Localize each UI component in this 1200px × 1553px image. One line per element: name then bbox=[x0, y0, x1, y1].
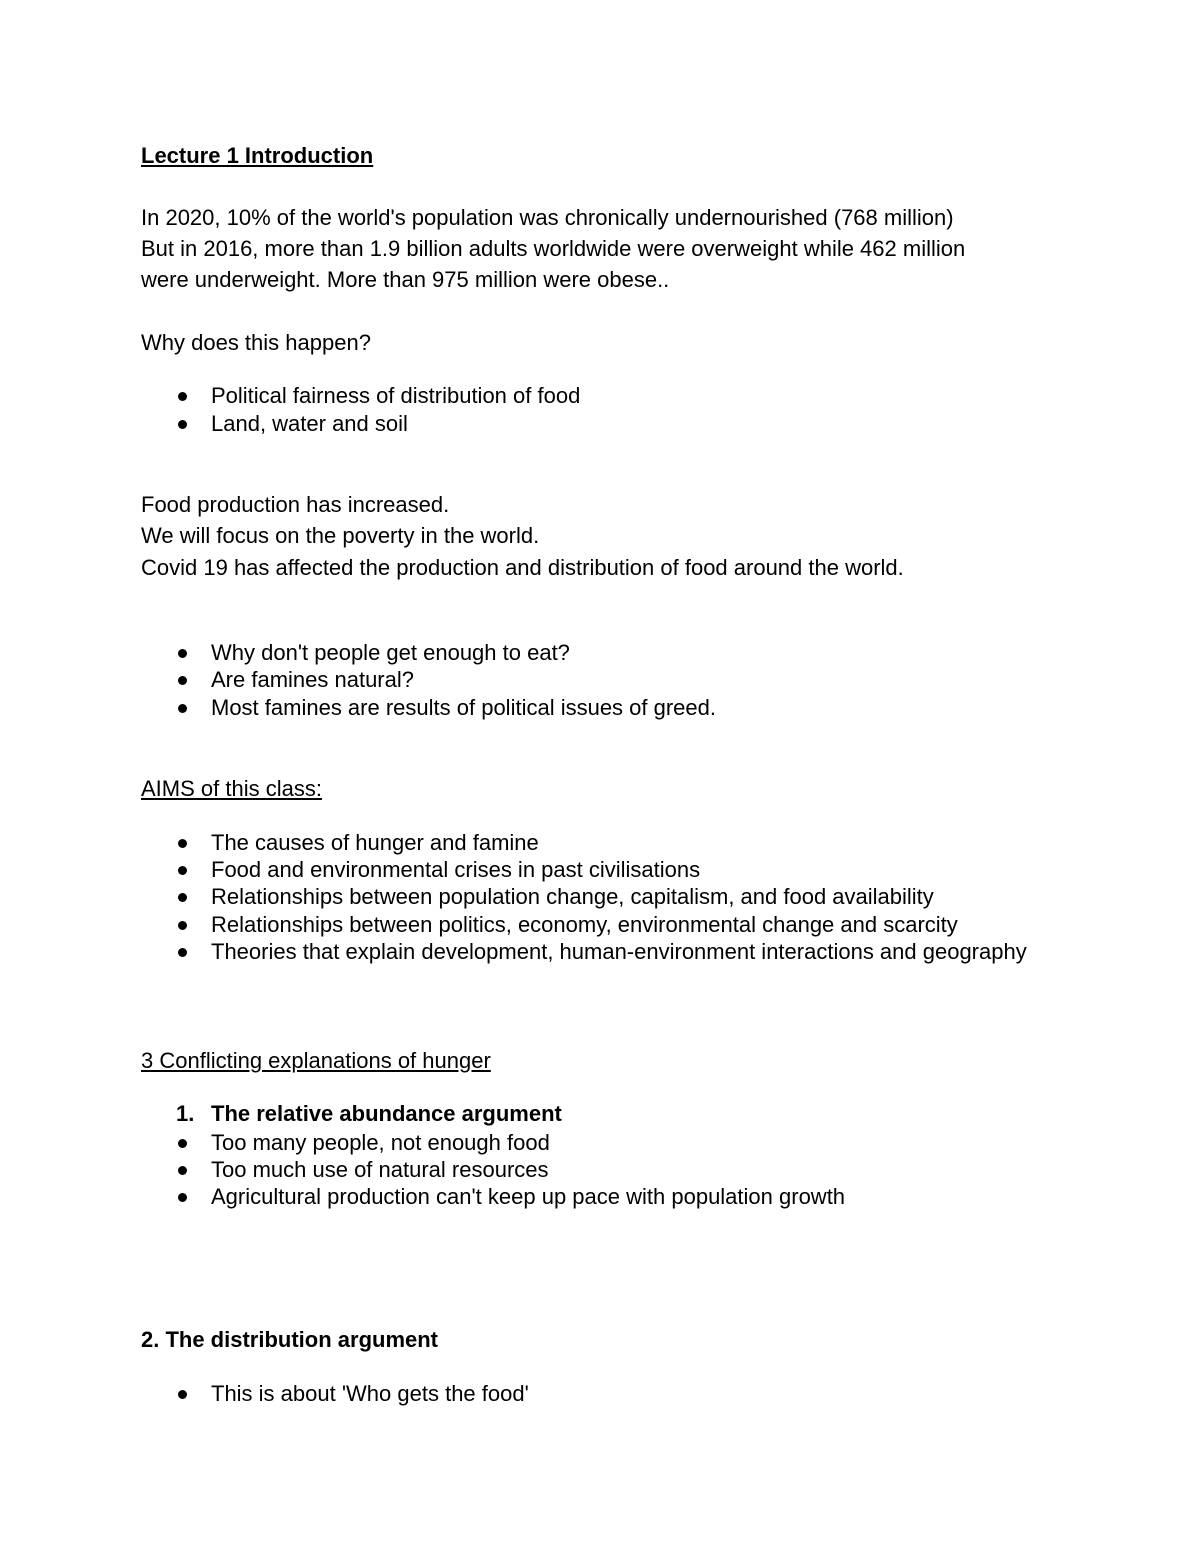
intro-line-3: were underweight. More than 975 million were obese.. bbox=[141, 267, 670, 292]
list-item: The causes of hunger and famine bbox=[211, 830, 539, 855]
paragraph-line: Food production has increased. bbox=[141, 492, 450, 517]
list-item: Too much use of natural resources bbox=[211, 1157, 549, 1182]
intro-line-2: But in 2016, more than 1.9 billion adults worldwide were overweight while 462 million bbox=[141, 236, 966, 261]
bullet-icon bbox=[178, 649, 187, 658]
list-item: Land, water and soil bbox=[211, 411, 408, 436]
bullet-icon bbox=[178, 1390, 187, 1399]
page-title: Lecture 1 Introduction bbox=[141, 143, 374, 168]
argument-heading: The relative abundance argument bbox=[211, 1101, 562, 1126]
bullet-icon bbox=[178, 948, 187, 957]
bullet-icon bbox=[178, 392, 187, 401]
explanations-heading: 3 Conflicting explanations of hunger bbox=[141, 1048, 491, 1073]
list-number: 1. bbox=[176, 1101, 195, 1126]
bullet-icon bbox=[178, 420, 187, 429]
paragraph-line: We will focus on the poverty in the world. bbox=[141, 523, 540, 548]
list-item: Political fairness of distribution of food bbox=[211, 383, 581, 408]
bullet-icon bbox=[178, 839, 187, 848]
paragraph-line: Covid 19 has affected the production and distribution of food around the world. bbox=[141, 555, 904, 580]
list-item: Relationships between politics, economy, environmental change and scarcity bbox=[211, 912, 958, 937]
list-item: Why don't people get enough to eat? bbox=[211, 640, 570, 665]
bullet-icon bbox=[178, 676, 187, 685]
bullet-icon bbox=[178, 893, 187, 902]
bullet-icon bbox=[178, 866, 187, 875]
bullet-icon bbox=[178, 1139, 187, 1148]
argument-heading: 2. The distribution argument bbox=[141, 1327, 439, 1352]
bullet-icon bbox=[178, 1166, 187, 1175]
question-heading: Why does this happen? bbox=[141, 330, 371, 355]
list-item: Relationships between population change, capitalism, and food availability bbox=[211, 884, 934, 909]
list-item: Food and environmental crises in past civilisations bbox=[211, 857, 701, 882]
list-item: This is about 'Who gets the food' bbox=[211, 1381, 529, 1406]
list-item: Agricultural production can't keep up pace with population growth bbox=[211, 1184, 846, 1209]
aims-heading: AIMS of this class: bbox=[141, 776, 322, 801]
list-item: Theories that explain development, human-environment interactions and geography bbox=[211, 939, 1027, 964]
bullet-icon bbox=[178, 921, 187, 930]
bullet-icon bbox=[178, 1193, 187, 1202]
list-item: Are famines natural? bbox=[211, 667, 414, 692]
list-item: Too many people, not enough food bbox=[211, 1130, 550, 1155]
list-item: Most famines are results of political issues of greed. bbox=[211, 695, 717, 720]
bullet-icon bbox=[178, 704, 187, 713]
intro-line-1: In 2020, 10% of the world's population was chronically undernourished (768 million) bbox=[141, 205, 954, 230]
